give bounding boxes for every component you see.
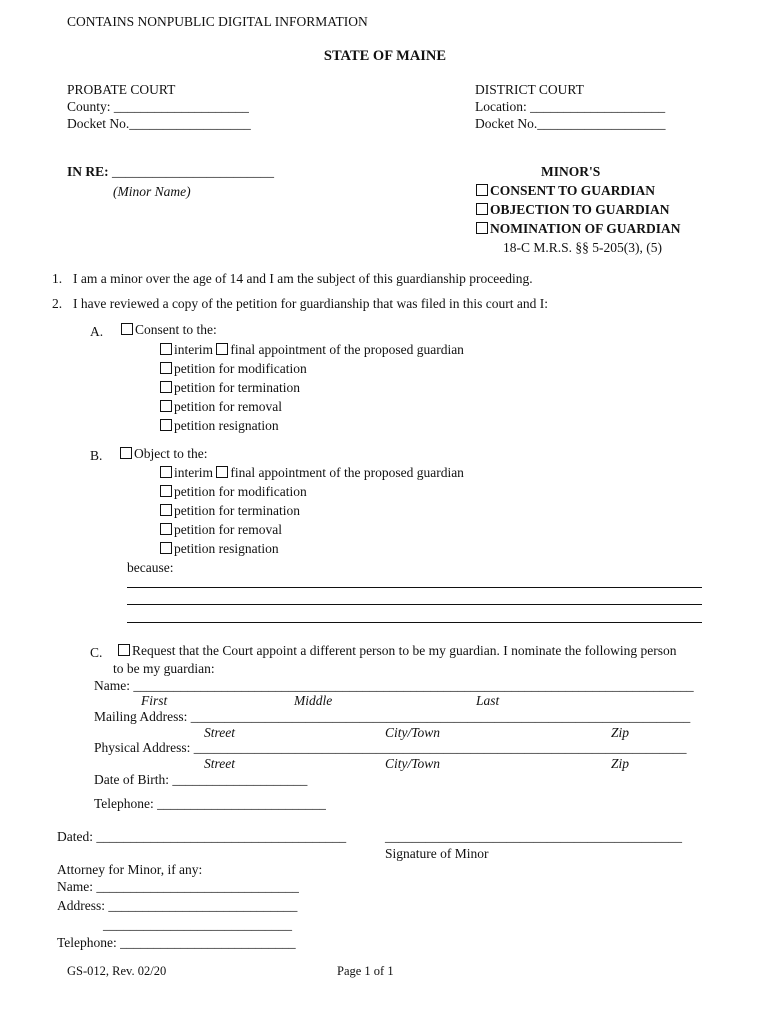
section-c-checkbox[interactable]: [118, 644, 130, 656]
because-line-3[interactable]: [127, 622, 702, 623]
b-termination[interactable]: petition for termination: [160, 503, 300, 519]
a-termination-checkbox[interactable]: [160, 381, 172, 393]
nomination-checkbox[interactable]: [476, 222, 488, 234]
physical-street-caption: Street: [204, 756, 235, 771]
physical-address-field[interactable]: Physical Address: _________________________________________________________________________: [94, 740, 687, 755]
mailing-street-caption: Street: [204, 725, 235, 740]
nonpublic-notice: CONTAINS NONPUBLIC DIGITAL INFORMATION: [67, 14, 368, 29]
district-docket-field[interactable]: Docket No.___________________: [475, 116, 666, 131]
first-caption: First: [141, 693, 168, 708]
location-field[interactable]: Location: ____________________: [475, 99, 666, 114]
a-interim-final[interactable]: interim final appointment of the proposed guardian: [160, 342, 464, 358]
section-a-consent[interactable]: Consent to the:: [121, 322, 217, 338]
physical-city-caption: City/Town: [385, 756, 441, 771]
consent-checkbox[interactable]: [476, 184, 488, 196]
item-1-text: I am a minor over the age of 14 and I am the subject of this guardianship proceeding.: [73, 271, 533, 286]
b-modification-checkbox[interactable]: [160, 485, 172, 497]
objection-checkbox[interactable]: [476, 203, 488, 215]
section-b-checkbox[interactable]: [120, 447, 132, 459]
b-termination-checkbox[interactable]: [160, 504, 172, 516]
middle-caption: Middle: [294, 693, 333, 708]
nomination-option[interactable]: NOMINATION OF GUARDIAN: [476, 221, 681, 237]
item-1-number: 1.: [52, 271, 63, 286]
date-of-birth-field[interactable]: Date of Birth: ____________________: [94, 772, 308, 787]
b-interim-final[interactable]: interim final appointment of the proposed guardian: [160, 465, 464, 481]
objection-option[interactable]: OBJECTION TO GUARDIAN: [476, 202, 670, 218]
section-b-object[interactable]: Object to the:: [120, 446, 207, 462]
attorney-heading: Attorney for Minor, if any:: [57, 862, 203, 877]
section-a-letter: A.: [90, 324, 104, 339]
a-resignation-checkbox[interactable]: [160, 419, 172, 431]
a-termination[interactable]: petition for termination: [160, 380, 300, 396]
physical-zip-caption: Zip: [611, 756, 630, 771]
probate-docket-field[interactable]: Docket No.__________________: [67, 116, 251, 131]
mailing-zip-caption: Zip: [611, 725, 630, 740]
section-c-letter: C.: [90, 645, 103, 660]
b-modification[interactable]: petition for modification: [160, 484, 307, 500]
page-number: Page 1 of 1: [337, 964, 394, 978]
in-re-label: IN RE:: [67, 164, 113, 179]
in-re-blank[interactable]: ________________________: [112, 164, 275, 179]
a-final-checkbox[interactable]: [216, 343, 228, 355]
section-c-request[interactable]: Request that the Court appoint a different person to be my guardian. I nominate the following person: [118, 643, 677, 659]
because-label: because:: [127, 560, 174, 575]
a-interim-checkbox[interactable]: [160, 343, 172, 355]
a-removal[interactable]: petition for removal: [160, 399, 282, 415]
section-b-letter: B.: [90, 448, 103, 463]
b-interim-checkbox[interactable]: [160, 466, 172, 478]
item-2-text: I have reviewed a copy of the petition for guardianship that was filed in this court and I:: [73, 296, 548, 311]
mailing-address-field[interactable]: Mailing Address: __________________________________________________________________________: [94, 709, 691, 724]
item-2-number: 2.: [52, 296, 63, 311]
b-final-checkbox[interactable]: [216, 466, 228, 478]
attorney-address-field[interactable]: Address: ____________________________: [57, 898, 298, 913]
statute-citation: 18-C M.R.S. §§ 5-205(3), (5): [503, 240, 662, 255]
minor-name-caption: (Minor Name): [113, 184, 191, 199]
in-re-line[interactable]: [67, 164, 274, 180]
guardian-telephone-field[interactable]: Telephone: _________________________: [94, 796, 326, 811]
b-resignation-checkbox[interactable]: [160, 542, 172, 554]
section-a-checkbox[interactable]: [121, 323, 133, 335]
signature-line[interactable]: ____________________________________________: [385, 829, 682, 844]
county-field[interactable]: County: ____________________: [67, 99, 249, 114]
signature-label: Signature of Minor: [385, 846, 489, 861]
a-removal-checkbox[interactable]: [160, 400, 172, 412]
mailing-city-caption: City/Town: [385, 725, 441, 740]
minors-heading: MINOR'S: [541, 164, 601, 179]
b-resignation[interactable]: petition resignation: [160, 541, 279, 557]
probate-court-label: PROBATE COURT: [67, 82, 176, 97]
guardian-name-field[interactable]: Name: ___________________________________________________________________________________: [94, 678, 694, 693]
a-modification-checkbox[interactable]: [160, 362, 172, 374]
a-resignation[interactable]: petition resignation: [160, 418, 279, 434]
attorney-telephone-field[interactable]: Telephone: __________________________: [57, 935, 296, 950]
dated-field[interactable]: Dated: _____________________________________: [57, 829, 347, 844]
state-title: STATE OF MAINE: [323, 48, 447, 64]
because-line-2[interactable]: [127, 604, 702, 605]
attorney-address-line2[interactable]: ____________________________: [103, 917, 292, 932]
form-number: GS-012, Rev. 02/20: [67, 964, 167, 978]
attorney-name-field[interactable]: Name: ______________________________: [57, 879, 299, 894]
b-removal[interactable]: petition for removal: [160, 522, 282, 538]
because-line-1[interactable]: [127, 587, 702, 588]
district-court-label: DISTRICT COURT: [475, 82, 584, 97]
last-caption: Last: [476, 693, 500, 708]
a-modification[interactable]: petition for modification: [160, 361, 307, 377]
b-removal-checkbox[interactable]: [160, 523, 172, 535]
section-c-line2: to be my guardian:: [113, 661, 215, 676]
consent-option[interactable]: CONSENT TO GUARDIAN: [476, 183, 655, 199]
